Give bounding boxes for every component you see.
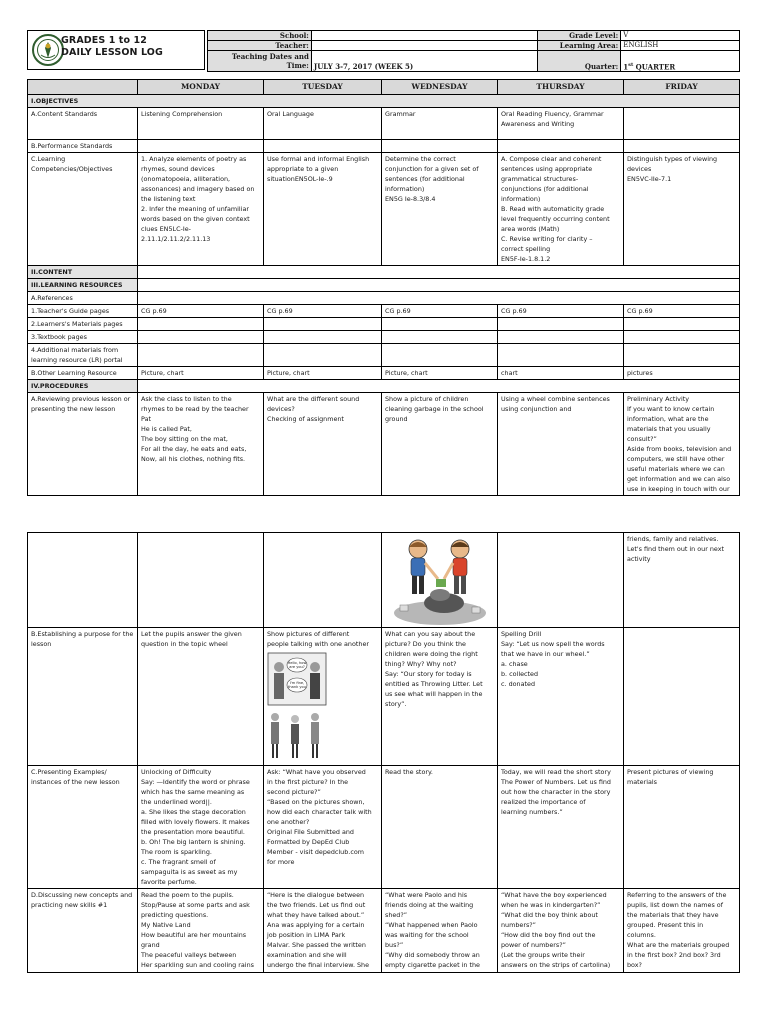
proc-a-monday: Ask the class to listen to the rhymes to be read by the teacher Pat He is called Pat, The boy sitting on the mat, For all the day, he eats and eats, Now, all his clothes, nothing fits. <box>138 393 264 496</box>
additional-friday <box>624 344 740 367</box>
lm-pages-friday <box>624 318 740 331</box>
lm-pages-monday <box>138 318 264 331</box>
additional-monday <box>138 344 264 367</box>
row-label-proc-a: A.Reviewing previous lesson or presenting the new lesson <box>28 393 138 496</box>
tg-pages-wednesday: CG p.69 <box>382 305 498 318</box>
textbook-monday <box>138 331 264 344</box>
log-title-daily: DAILY LESSON LOG <box>61 47 163 58</box>
row-label-lm-pages: 2.Learners's Materials pages <box>28 318 138 331</box>
other-resource-thursday: chart <box>498 367 624 380</box>
textbook-tuesday <box>264 331 382 344</box>
lm-pages-wednesday <box>382 318 498 331</box>
proc-a-cont-friday: friends, family and relatives. Let's find them out in our next activity <box>624 533 740 628</box>
tg-pages-thursday: CG p.69 <box>498 305 624 318</box>
speech-bubble-line-1: Hello, how <box>287 661 307 665</box>
performance-standard-tuesday <box>264 140 382 153</box>
children-cleaning-picture <box>390 535 490 627</box>
section-procedures: IV.PROCEDURES <box>28 380 138 393</box>
performance-standard-thursday <box>498 140 624 153</box>
lm-pages-tuesday <box>264 318 382 331</box>
lesson-log-table-page1 <box>27 79 740 496</box>
tg-pages-tuesday: CG p.69 <box>264 305 382 318</box>
proc-c-wednesday: Read the story. <box>382 766 498 889</box>
content-standard-monday: Listening Comprehension <box>138 108 264 140</box>
proc-a-cont-monday <box>138 533 264 628</box>
proc-d-friday: Referring to the answers of the pupils, list down the names of the materials that they have grouped. Present this in columns. What are the materials grouped in the first box? 2nd box? 3rd box? <box>624 889 740 973</box>
deped-seal-icon <box>31 33 65 67</box>
quarter-value: 1st QUARTER <box>621 51 740 72</box>
content-standard-tuesday: Oral Language <box>264 108 382 140</box>
proc-d-thursday: “What have the boy experienced when he was in kindergarten?” “What did the boy think about numbers?” “How did the boy find out the power of numbers?” (Let the groups write their answers on the strips of cartolina) <box>498 889 624 973</box>
speech-bubble-line-2: are you? <box>289 665 305 669</box>
proc-d-wednesday: “What were Paolo and his friends doing at the waiting shed?” “What happened when Paolo was waiting for the school bus?” “Why did somebody throw an empty cigarette packet in the <box>382 889 498 973</box>
row-label-additional-materials: 4.Additional materials from learning resource (LR) portal <box>28 344 138 367</box>
content-standard-wednesday: Grammar <box>382 108 498 140</box>
additional-thursday <box>498 344 624 367</box>
proc-b-monday: Let the pupils answer the given question in the topic wheel <box>138 628 264 766</box>
performance-standard-wednesday <box>382 140 498 153</box>
learning-resources-cell <box>138 279 740 292</box>
lm-pages-thursday <box>498 318 624 331</box>
tg-pages-friday: CG p.69 <box>624 305 740 318</box>
textbook-thursday <box>498 331 624 344</box>
other-resource-tuesday: Picture, chart <box>264 367 382 380</box>
row-label-other-resource: B.Other Learning Resource <box>28 367 138 380</box>
day-header-monday: MONDAY <box>138 80 264 95</box>
learning-area-label: Learning Area: <box>538 41 621 51</box>
row-label-references: A.References <box>28 292 138 305</box>
speech-bubble-line-3: I'm fine, <box>289 681 305 685</box>
section-content: II.CONTENT <box>28 266 138 279</box>
day-header-tuesday: TUESDAY <box>264 80 382 95</box>
tg-pages-monday: CG p.69 <box>138 305 264 318</box>
row-label-performance-standards: B.Performance Standards <box>28 140 138 153</box>
school-value <box>311 31 537 41</box>
competency-tuesday: Use formal and informal English appropriate to a given situationEN5OL-Ie-.9 <box>264 153 382 266</box>
proc-d-tuesday: “Here is the dialogue between the two friends. Let us find out what they have talked about.” Ana was applying for a certain job position in LIMA Park Malvar. She passed the written examination and she will undergo the final interview. She <box>264 889 382 973</box>
other-resource-friday: pictures <box>624 367 740 380</box>
header-logo-box <box>27 30 205 70</box>
teacher-label: Teacher: <box>208 41 312 51</box>
proc-a-cont-tuesday <box>264 533 382 628</box>
additional-wednesday <box>382 344 498 367</box>
procedures-cell <box>138 380 740 393</box>
day-header-thursday: THURSDAY <box>498 80 624 95</box>
proc-a-cont-label <box>28 533 138 628</box>
corner-header <box>28 80 138 95</box>
row-label-proc-c: C.Presenting Examples/ instances of the new lesson <box>28 766 138 889</box>
school-label: School: <box>208 31 312 41</box>
header-info-table <box>207 30 740 72</box>
day-header-friday: FRIDAY <box>624 80 740 95</box>
day-header-wednesday: WEDNESDAY <box>382 80 498 95</box>
teaching-dates-label: Teaching Dates and Time: <box>208 51 312 72</box>
teaching-dates-value: JULY 3-7, 2017 (WEEK 5) <box>311 51 537 72</box>
content-cell <box>138 266 740 279</box>
competency-thursday: A. Compose clear and coherent sentences using appropriate grammatical structures- conjunctions (for additional information) B. Read with automaticity grade level frequently occurring content area words (Math) C. Revise writing for clarity – correct spelling EN5F-Ie-1.8.1.2 <box>498 153 624 266</box>
quarter-label: Quarter: <box>538 51 621 72</box>
proc-b-wednesday: What can you say about the picture? Do you think the children were doing the right thing? Why? Why not? Say: “Our story for today is entitled as Throwing Litter. Let us see what will happen in the story”. <box>382 628 498 766</box>
learning-area-value: ENGLISH <box>621 41 740 51</box>
row-label-textbook-pages: 3.Textbook pages <box>28 331 138 344</box>
section-objectives: I.OBJECTIVES <box>28 95 740 108</box>
proc-a-tuesday: What are the different sound devices? Checking of assignment <box>264 393 382 496</box>
grade-level-label: Grade Level: <box>538 31 621 41</box>
other-resource-monday: Picture, chart <box>138 367 264 380</box>
speech-bubble-line-4: thank you <box>288 685 306 689</box>
textbook-friday <box>624 331 740 344</box>
proc-a-thursday: Using a wheel combine sentences using conjunction and <box>498 393 624 496</box>
competency-friday: Distinguish types of viewing devices EN5VC-IIe-7.1 <box>624 153 740 266</box>
other-resource-wednesday: Picture, chart <box>382 367 498 380</box>
content-standard-thursday: Oral Reading Fluency, Grammar Awareness and Writing <box>498 108 624 140</box>
proc-c-tuesday: Ask: “What have you observed in the first picture? In the second picture?” “Based on the pictures shown, how did each character talk with one another? Original File Submitted and Formatted by DepEd Club Member - visit depedclub.com for more <box>264 766 382 889</box>
lesson-log-table-page2 <box>27 532 740 973</box>
row-label-content-standards: A.Content Standards <box>28 108 138 140</box>
people-talking-picture <box>267 651 329 763</box>
proc-b-friday <box>624 628 740 766</box>
grade-level-value: V <box>621 31 740 41</box>
row-label-competencies: C.Learning Competencies/Objectives <box>28 153 138 266</box>
log-title-grades: GRADES 1 to 12 <box>61 35 147 46</box>
proc-b-tuesday: Show pictures of different people talking with one another Hello, how are you? I'm fine, thank you <box>264 628 382 766</box>
proc-d-monday: Read the poem to the pupils. Stop/Pause at some parts and ask predicting questions. My Native Land How beautiful are her mountains grand The peaceful valleys between Her sparkling sun and cooling rains <box>138 889 264 973</box>
teacher-value <box>311 41 537 51</box>
performance-standard-monday <box>138 140 264 153</box>
proc-a-cont-wednesday <box>382 533 498 628</box>
competency-wednesday: Determine the correct conjunction for a given set of sentences (for additional information) EN5G Ie-8.3/8.4 <box>382 153 498 266</box>
proc-c-thursday: Today, we will read the short story The Power of Numbers. Let us find out how the character in the story realized the importance of learning numbers.” <box>498 766 624 889</box>
competency-monday: 1. Analyze elements of poetry as rhymes, sound devices (onomatopoeia, alliteration, assonances) and imagery based on the listening text 2. Infer the meaning of unfamiliar words based on the given context clues EN5LC-Ie- 2.11.1/2.11.2/2.11.13 <box>138 153 264 266</box>
row-label-proc-b: B.Establishing a purpose for the lesson <box>28 628 138 766</box>
section-learning-resources: III.LEARNING RESOURCES <box>28 279 138 292</box>
additional-tuesday <box>264 344 382 367</box>
proc-a-friday: Preliminary Activity If you want to know certain information, what are the materials that you usually consult?” Aside from books, television and computers, we still have other useful materials where we can get information and we can also use in keeping in touch with our <box>624 393 740 496</box>
content-standard-friday <box>624 108 740 140</box>
proc-c-friday: Present pictures of viewing materials <box>624 766 740 889</box>
proc-a-wednesday: Show a picture of children cleaning garbage in the school ground <box>382 393 498 496</box>
proc-a-cont-thursday <box>498 533 624 628</box>
proc-c-monday: Unlocking of Difficulty Say: —Identify the word or phrase which has the same meaning as the underlined word||. a. She likes the stage decoration filled with lovely flowers. It makes the presentation more beautiful. b. Oh! The big lantern is shining. The room is sparkling. c. The fragrant smell of sampaguita is as sweet as my favorite perfume. <box>138 766 264 889</box>
references-cell <box>138 292 740 305</box>
performance-standard-friday <box>624 140 740 153</box>
row-label-proc-d: D.Discussing new concepts and practicing new skills #1 <box>28 889 138 973</box>
textbook-wednesday <box>382 331 498 344</box>
row-label-tg-pages: 1.Teacher's Guide pages <box>28 305 138 318</box>
proc-b-thursday: Spelling Drill Say: “Let us now spell the words that we have in our wheel.” a. chase b. collected c. donated <box>498 628 624 766</box>
